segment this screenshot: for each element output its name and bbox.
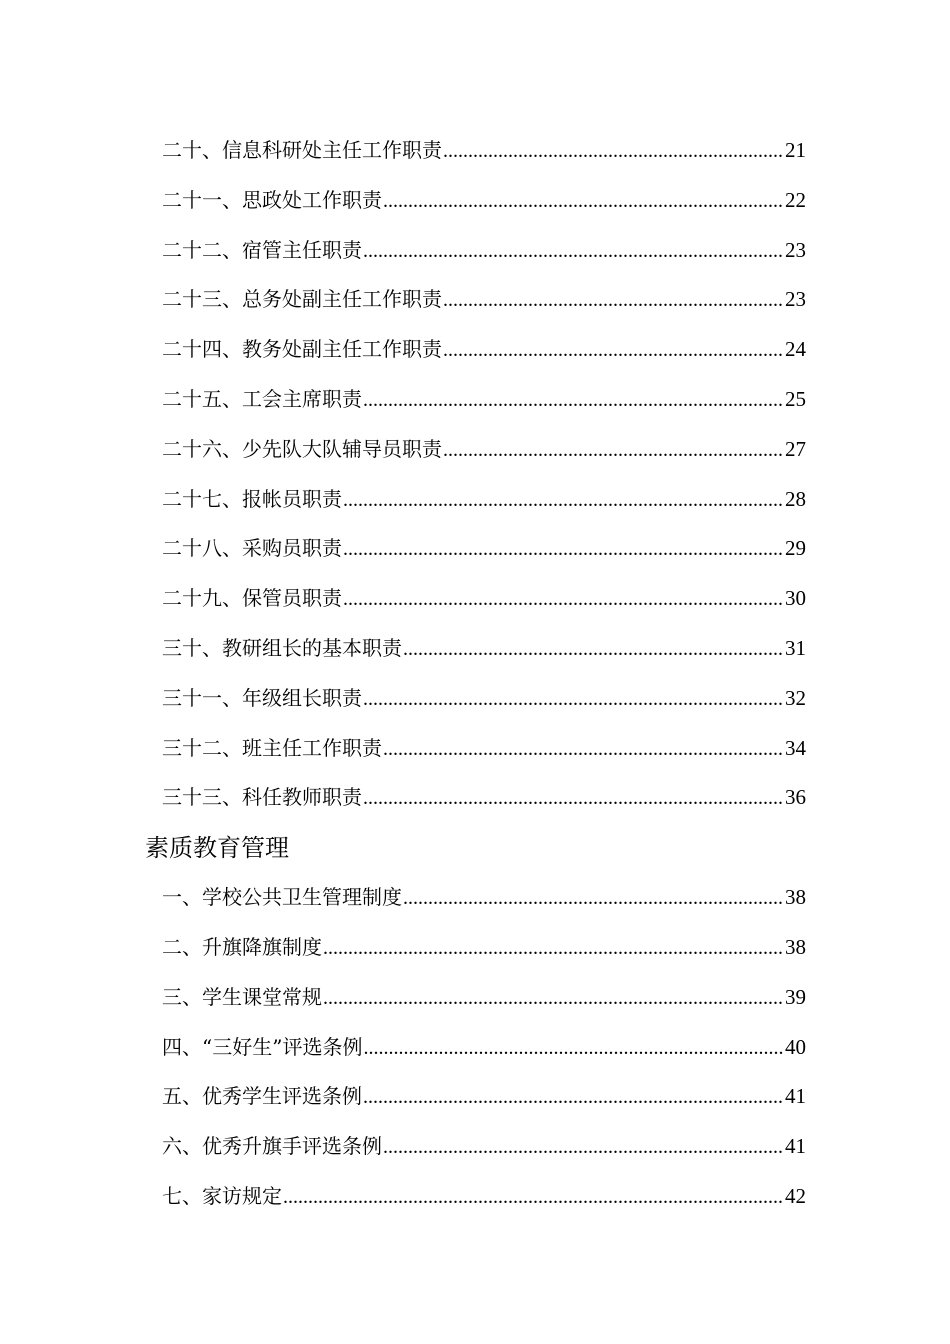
toc-entry-page-number: 28 — [785, 486, 806, 511]
toc-entry-page-number: 30 — [785, 586, 806, 611]
toc-entry-label: 二十三、总务处副主任工作职责 — [162, 287, 442, 312]
toc-entry[interactable] — [162, 923, 806, 973]
dot-leader — [403, 874, 784, 924]
dot-leader — [363, 675, 784, 725]
toc-entry-page-number: 39 — [785, 984, 806, 1009]
toc-entry-label: 二十八、采购员职责 — [162, 536, 342, 561]
toc-entry[interactable] — [162, 973, 806, 1023]
toc-entry-page-number: 41 — [785, 1134, 806, 1159]
toc-entry[interactable] — [162, 425, 806, 475]
dot-leader — [283, 1173, 784, 1223]
toc-entry-label: 二十二、宿管主任职责 — [162, 237, 362, 262]
toc-entry-label: 六、优秀升旗手评选条例 — [162, 1134, 382, 1159]
toc-entry[interactable] — [162, 873, 806, 923]
toc-entry-label: 三十二、班主任工作职责 — [162, 735, 382, 760]
toc-entry[interactable] — [162, 1122, 806, 1172]
toc-entry[interactable] — [162, 773, 806, 823]
toc-entry-label: 一、学校公共卫生管理制度 — [162, 885, 402, 910]
toc-entry-page-number: 24 — [785, 337, 806, 362]
dot-leader — [443, 276, 784, 326]
toc-entry-page-number: 31 — [785, 635, 806, 660]
toc-entry-label: 七、家访规定 — [162, 1183, 282, 1208]
toc-entry[interactable] — [162, 524, 806, 574]
toc-entry[interactable] — [162, 674, 806, 724]
dot-leader — [403, 625, 784, 675]
toc-entry-label: 二、升旗降旗制度 — [162, 934, 322, 959]
toc-entry[interactable] — [162, 375, 806, 425]
toc-entry-page-number: 38 — [785, 934, 806, 959]
toc-entry-page-number: 27 — [785, 436, 806, 461]
toc-entry-page-number: 40 — [785, 1034, 806, 1059]
dot-leader — [383, 177, 784, 227]
toc-entry[interactable] — [162, 226, 806, 276]
table-of-contents — [0, 126, 950, 1222]
toc-entry[interactable] — [162, 325, 806, 375]
dot-leader — [443, 326, 784, 376]
toc-entry-page-number: 21 — [785, 138, 806, 162]
toc-entry-page-number: 34 — [785, 735, 806, 760]
toc-entry-page-number: 32 — [785, 685, 806, 710]
dot-leader — [383, 1123, 784, 1173]
toc-entry[interactable] — [162, 1172, 806, 1222]
toc-entry[interactable] — [162, 1072, 806, 1122]
toc-entry-label: 二十一、思政处工作职责 — [162, 187, 382, 212]
toc-entry[interactable] — [162, 475, 806, 525]
toc-entry-label: 二十五、工会主席职责 — [162, 386, 362, 411]
dot-leader — [383, 725, 784, 775]
toc-entry[interactable] — [162, 275, 806, 325]
toc-entry-label: 二十六、少先队大队辅导员职责 — [162, 436, 442, 461]
dot-leader — [323, 924, 784, 974]
toc-entry[interactable] — [162, 126, 806, 176]
toc-entry-page-number: 41 — [785, 1084, 806, 1109]
dot-leader — [363, 376, 784, 426]
dot-leader — [343, 575, 784, 625]
toc-entry[interactable] — [162, 724, 806, 774]
toc-entry-label: 二十、信息科研处主任工作职责 — [162, 138, 442, 162]
toc-entry-label: 二十四、教务处副主任工作职责 — [162, 337, 442, 362]
toc-entry-page-number: 25 — [785, 386, 806, 411]
toc-entry-page-number: 22 — [785, 187, 806, 212]
toc-group-quality-education — [0, 873, 950, 1222]
toc-entry-label: 四、“三好生”评选条例 — [162, 1034, 363, 1059]
section-heading: 素质教育管理 — [145, 834, 289, 863]
toc-entry-page-number: 23 — [785, 237, 806, 262]
dot-leader — [363, 1024, 784, 1074]
toc-group-responsibilities — [0, 126, 950, 823]
dot-leader — [323, 974, 784, 1024]
toc-entry-label: 五、优秀学生评选条例 — [162, 1084, 362, 1109]
toc-entry-label: 二十九、保管员职责 — [162, 586, 342, 611]
toc-entry-label: 三十、教研组长的基本职责 — [162, 635, 402, 660]
dot-leader — [343, 476, 784, 526]
dot-leader — [343, 525, 784, 575]
toc-entry[interactable] — [162, 1023, 806, 1073]
toc-entry-page-number: 29 — [785, 536, 806, 561]
toc-entry-page-number: 36 — [785, 785, 806, 810]
toc-entry-page-number: 38 — [785, 885, 806, 910]
dot-leader — [363, 1073, 784, 1123]
toc-entry[interactable] — [162, 574, 806, 624]
toc-entry[interactable] — [162, 176, 806, 226]
toc-entry-label: 三十三、科任教师职责 — [162, 785, 362, 810]
toc-entry-label: 三十一、年级组长职责 — [162, 685, 362, 710]
toc-entry-label: 二十七、报帐员职责 — [162, 486, 342, 511]
toc-entry-label: 三、学生课堂常规 — [162, 984, 322, 1009]
dot-leader — [443, 127, 784, 177]
toc-entry-page-number: 23 — [785, 287, 806, 312]
toc-entry-page-number: 42 — [785, 1183, 806, 1208]
dot-leader — [363, 774, 784, 824]
dot-leader — [363, 227, 784, 277]
dot-leader — [443, 426, 784, 476]
toc-entry[interactable] — [162, 624, 806, 674]
